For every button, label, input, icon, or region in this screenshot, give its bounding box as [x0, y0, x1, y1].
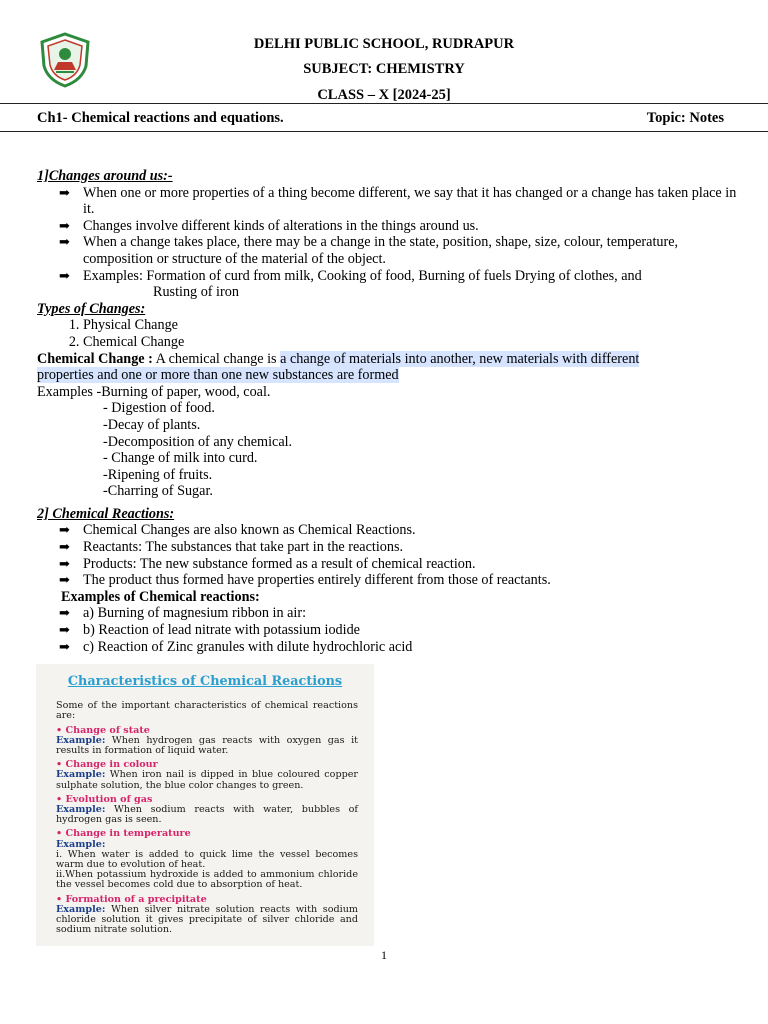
characteristic-example: Example: When iron nail is dipped in blue coloured copper sulphate solution, the blue color changes to green.: [56, 769, 358, 791]
class-line: CLASS – X [2024-25]: [317, 87, 451, 103]
list-item: ➡ Examples: Formation of curd from milk, Cooking of food, Burning of fuels Drying of clothes, and: [59, 267, 642, 284]
types-list: [37, 317, 747, 350]
chemical-change-label: Chemical Change :: [37, 350, 153, 367]
list-item: ➡ c) Reaction of Zinc granules with dilute hydrochloric acid: [59, 638, 413, 655]
characteristics-intro: Some of the important characteristics of chemical reactions are:: [56, 700, 358, 722]
list-item: ➡ Changes involve different kinds of alterations in the things around us.: [59, 217, 479, 234]
example-label: Example:: [56, 838, 106, 850]
notes-body: [37, 168, 747, 655]
temperature-point: i. When water is added to quick lime the vessel becomes warm due to evolution of heat.: [56, 848, 358, 871]
list-item: ➡ The product thus formed have properties entirely different from those of reactants.: [59, 572, 551, 589]
example-item: -Decay of plants.: [103, 416, 201, 433]
highlighted-text: a change of materials into another, new materials with different: [280, 350, 640, 367]
characteristic-name: • Evolution of gas: [56, 793, 153, 805]
example-item: - Digestion of food.: [103, 400, 215, 417]
characteristic-name: • Change in temperature: [56, 828, 191, 840]
arrow-bullet-icon: ➡: [59, 638, 70, 654]
topic-label: Topic: Notes: [646, 110, 724, 126]
example-item: -Decomposition of any chemical.: [103, 433, 293, 450]
chemical-change-definition: [37, 351, 747, 384]
highlighted-text: properties and one or more than one new substances are formed: [37, 367, 399, 384]
section1-heading: 1]Changes around us:-: [37, 168, 173, 184]
types-heading: Types of Changes:: [37, 300, 146, 317]
example-item: - Change of milk into curd.: [103, 450, 258, 467]
characteristic-name: • Change of state: [56, 724, 150, 736]
list-item: ➡ Products: The new substance formed as a result of chemical reaction.: [59, 555, 476, 572]
arrow-bullet-icon: ➡: [59, 605, 70, 621]
arrow-bullet-icon: ➡: [59, 217, 70, 233]
list-item: ➡ Reactants: The substances that take part in the reactions.: [59, 539, 404, 556]
characteristic-name: • Formation of a precipitate: [56, 893, 207, 905]
characteristic-name: • Change in colour: [56, 759, 158, 771]
list-item: ➡ b) Reaction of lead nitrate with potassium iodide: [59, 622, 360, 639]
list-item: ➡ When one or more properties of a thing become different, we say that it has changed or a change has taken place in it.: [59, 184, 737, 218]
section2-heading: 2] Chemical Reactions:: [37, 505, 175, 522]
definition-lead: A chemical change is: [155, 350, 277, 367]
subject-line: SUBJECT: CHEMISTRY: [303, 61, 465, 77]
list-item: ➡ When a change takes place, there may be a change in the state, position, shape, size, colour, temperature, composition or structure of the material of the object.: [59, 234, 679, 267]
characteristics-figure: [36, 664, 374, 946]
examples-heading: Examples of Chemical reactions:: [61, 588, 260, 605]
characteristic-example: Example: When silver nitrate solution reacts with sodium chloride solution it gives precipitate of silver chloride and sodium nitrate solution.: [56, 903, 358, 936]
school-name: DELHI PUBLIC SCHOOL, RUDRAPUR: [253, 36, 515, 52]
page-number: 1: [381, 948, 387, 962]
example-item: -Charring of Sugar.: [103, 483, 213, 500]
arrow-bullet-icon: ➡: [59, 522, 70, 538]
list-item: ➡ Chemical Changes are also known as Chemical Reactions.: [59, 522, 416, 539]
chapter-title: Ch1- Chemical reactions and equations.: [37, 110, 284, 126]
section2-bullets: [37, 522, 747, 588]
arrow-bullet-icon: ➡: [59, 539, 70, 555]
reaction-examples: [37, 605, 747, 655]
bullet-continuation: Rusting of iron: [153, 284, 239, 301]
arrow-bullet-icon: ➡: [59, 622, 70, 638]
arrow-bullet-icon: ➡: [59, 234, 70, 250]
section1-bullets: [37, 185, 747, 285]
characteristic-example: Example: When sodium reacts with water, bubbles of hydrogen gas is seen.: [56, 804, 358, 826]
characteristics-title: Characteristics of Chemical Reactions: [67, 674, 343, 689]
arrow-bullet-icon: ➡: [59, 267, 70, 283]
arrow-bullet-icon: ➡: [59, 184, 70, 200]
header-rule-top: [0, 103, 768, 104]
header-rule-bottom: [0, 131, 768, 132]
arrow-bullet-icon: ➡: [59, 572, 70, 588]
arrow-bullet-icon: ➡: [59, 555, 70, 571]
examples-first-line: Examples -Burning of paper, wood, coal.: [37, 383, 271, 400]
characteristic-example: Example: When hydrogen gas reacts with oxygen gas it results in formation of liquid water.: [56, 734, 358, 757]
list-item: 1. Physical Change: [83, 317, 747, 334]
temperature-point: ii.When potassium hydroxide is added to ammonium chloride the vessel becomes cold due to absorption of heat.: [56, 869, 358, 891]
list-item: 2. Chemical Change: [83, 334, 747, 351]
example-item: -Ripening of fruits.: [103, 466, 213, 483]
list-item: ➡ a) Burning of magnesium ribbon in air:: [59, 605, 307, 622]
